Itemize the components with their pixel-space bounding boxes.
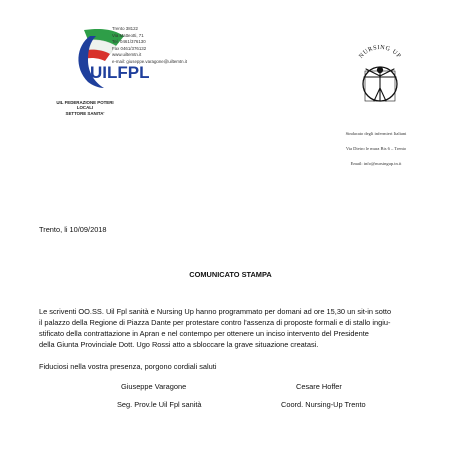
uil-address-line: www.uiltemtn.it xyxy=(112,52,142,58)
letter-closing: Fiduciosi nella vostra presenza, porgono cordiali saluti xyxy=(39,362,217,371)
letter-body xyxy=(39,306,421,350)
body-line: Le scriventi OO.SS. Uil Fpl sanità e Nursing Up hanno programmato per domani ad ore 15,30 un sit-in sotto xyxy=(39,307,392,316)
uil-org-line: SETTORE SANITA' xyxy=(65,110,105,116)
uil-organization xyxy=(50,100,120,116)
body-line: il palazzo della Regione di Piazza Dante per protestare contro l'assenza di proposte formali e di stallo ingiu- xyxy=(39,318,391,328)
letter-title: COMUNICATO STAMPA xyxy=(189,270,272,279)
letter-date: Trento, li 10/09/2018 xyxy=(39,225,107,234)
signatory-name-hoffer: Cesare Hoffer xyxy=(296,382,342,391)
uil-address-line: Via Matteotti, 71 xyxy=(112,32,144,38)
uil-org-line: UIL FEDERAZIONE POTERI LOCALI xyxy=(56,100,114,111)
nursing-up-info-line: Sindacato degli infermieri Italiani xyxy=(345,131,407,136)
nursing-up-info xyxy=(306,126,446,171)
nursing-up-logo xyxy=(347,38,413,118)
uil-address xyxy=(112,26,187,66)
uil-address-line: e-mail: giuseppe.varagone@uiltemtn.it xyxy=(112,58,187,64)
uil-address-line: Fax 0461/376132 xyxy=(112,45,147,51)
uil-address-line: Trento 38122 xyxy=(112,26,138,31)
signatory-role-uil: Seg. Prov.le Uil Fpl sanità xyxy=(117,400,202,409)
nursing-up-info-line: Via Dietro le mura Bis 6 – Trento xyxy=(345,146,407,151)
nursing-up-logo-text: NURSING UP xyxy=(357,43,403,60)
uil-address-line: Tel. 0461/376130 xyxy=(112,39,146,45)
signatory-role-nursing-up: Coord. Nursing-Up Trento xyxy=(281,400,366,409)
nursing-up-info-line: Email: info@nursingup.tn.it xyxy=(350,161,402,166)
uil-logo-text: UILFPL xyxy=(90,63,150,82)
body-line: della Giunta Provinciale Dott. Ugo Rossi atto a sbloccare la grave situazione creatasi. xyxy=(39,340,319,350)
body-line: stificato della contrattazione in Apran e nel contempo per ottenere un inciso intervento del Presidente xyxy=(39,329,369,339)
svg-text:NURSING UP xyxy=(358,44,403,60)
signatory-name-varagone: Giuseppe Varagone xyxy=(121,382,187,391)
